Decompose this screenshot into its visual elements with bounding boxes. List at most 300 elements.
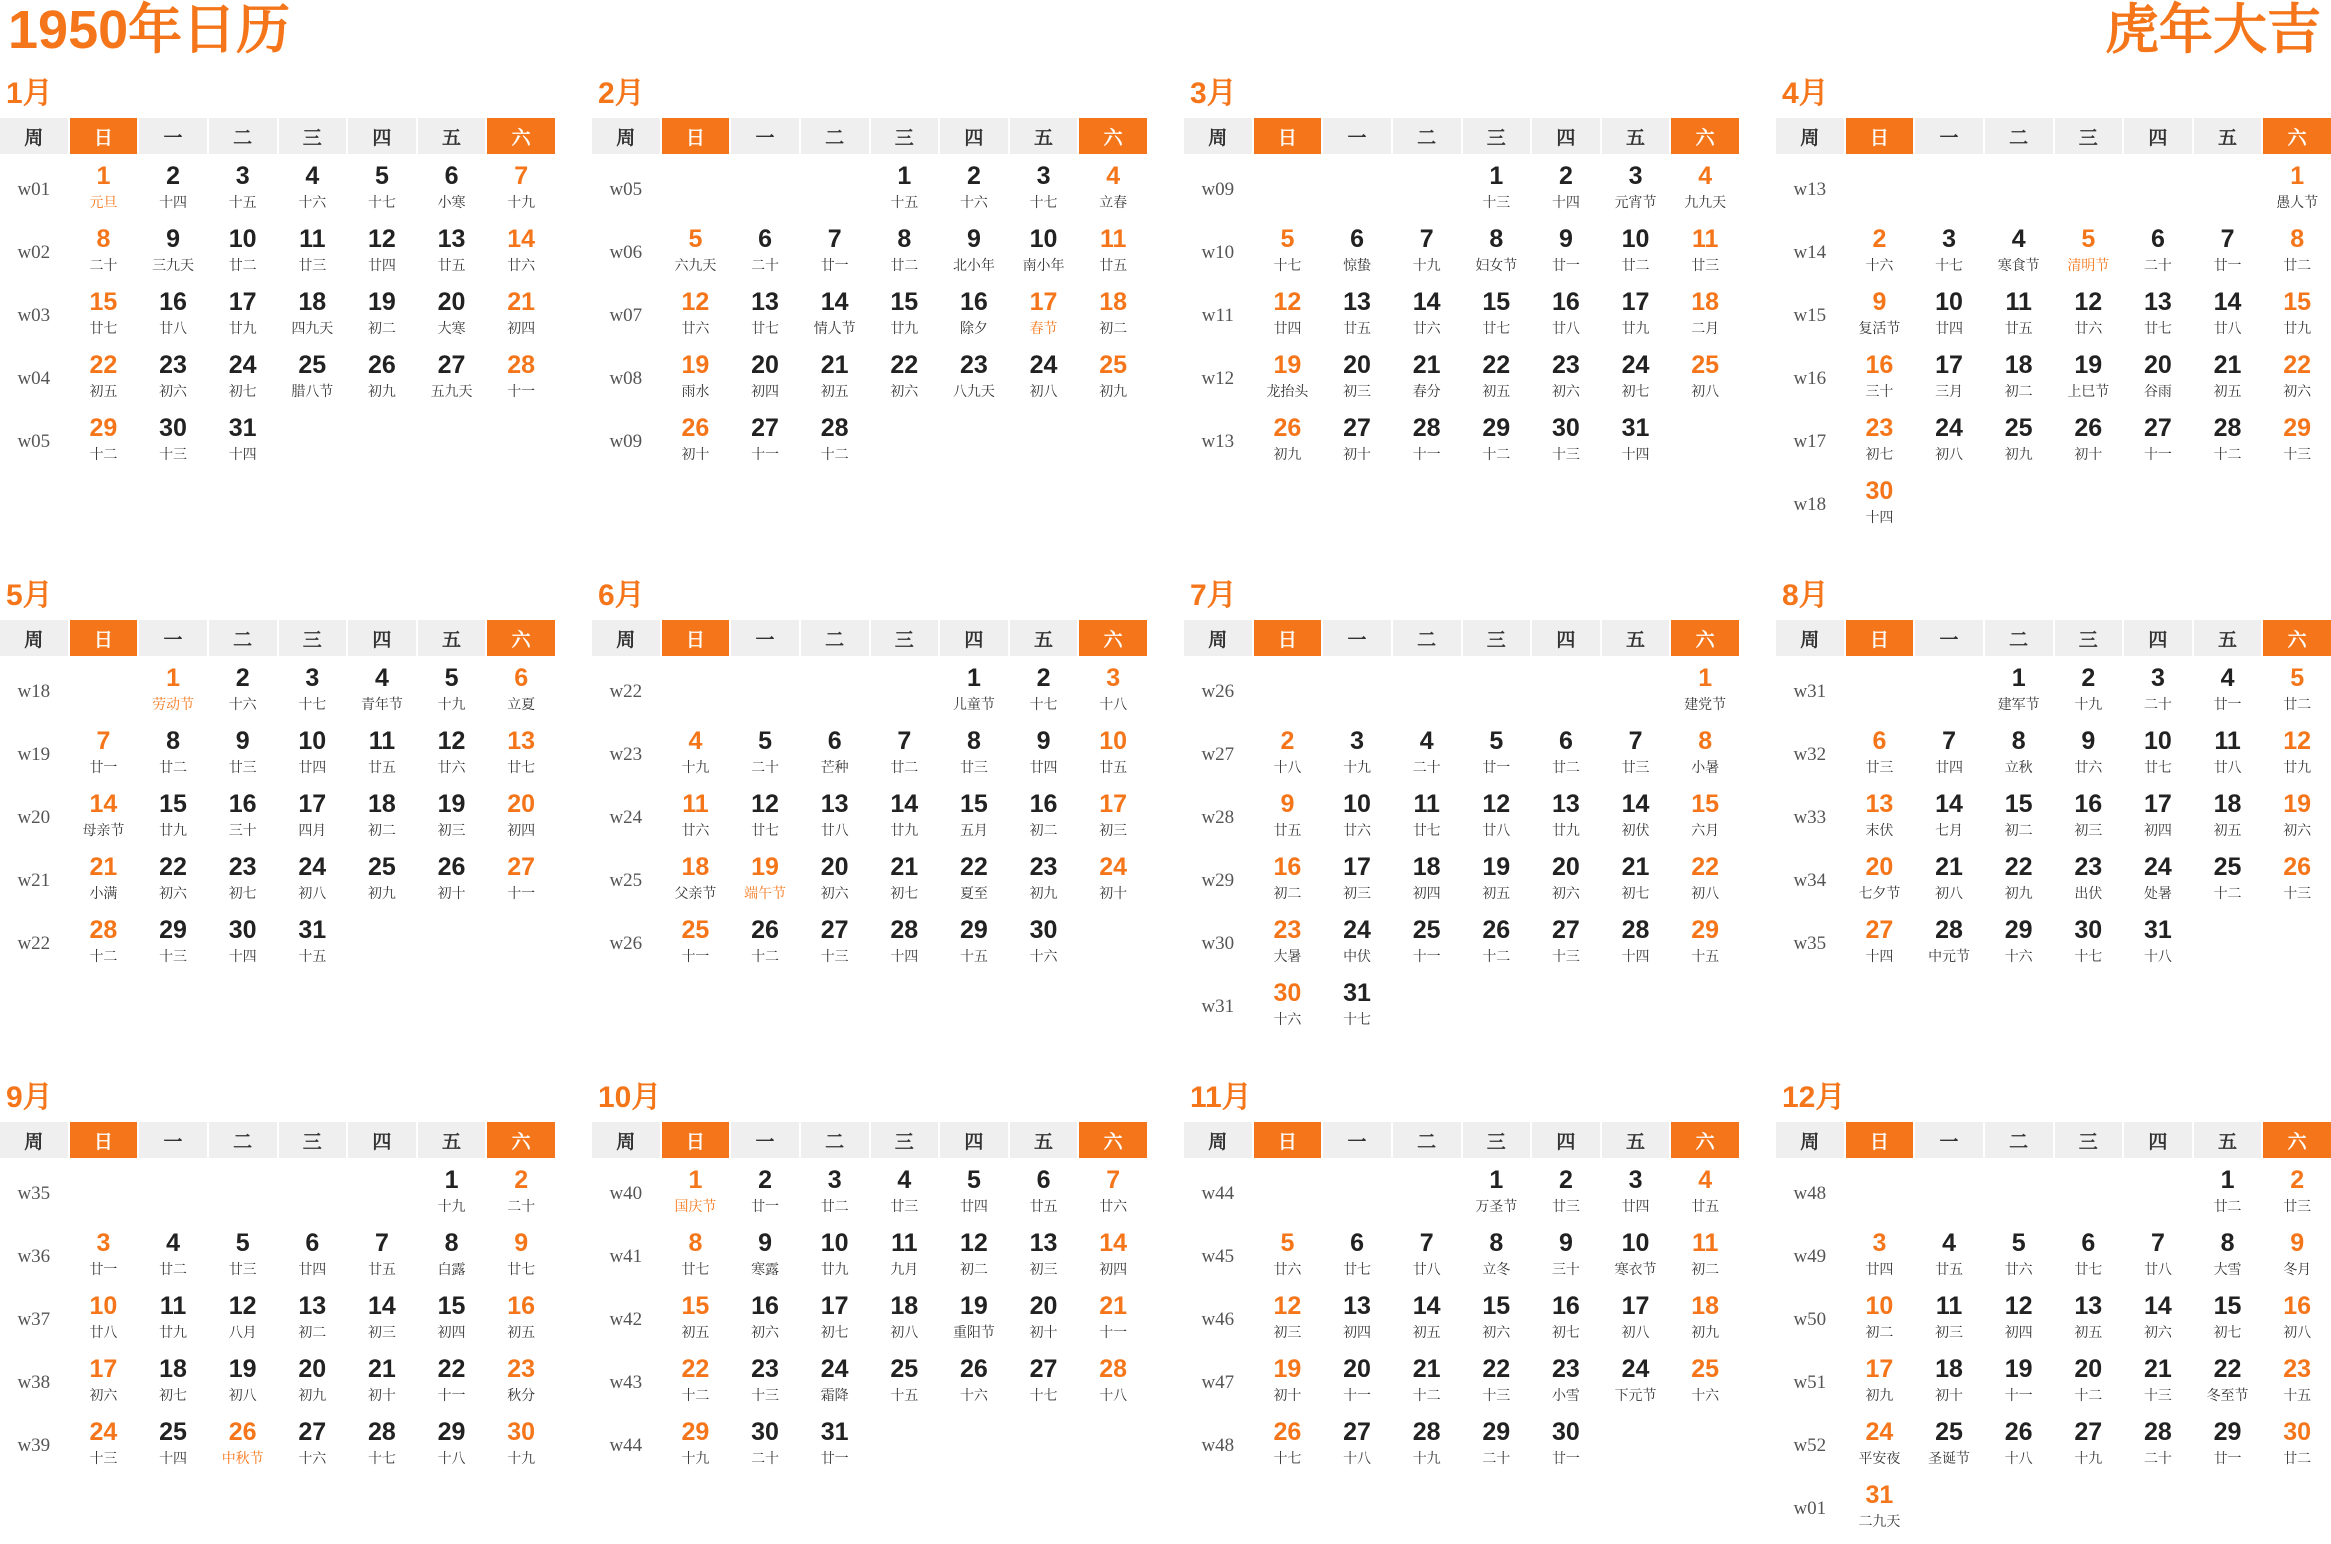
day-number: 15 — [960, 790, 988, 818]
day-number: 18 — [1412, 853, 1441, 881]
day-cell — [940, 284, 1008, 347]
day-number: 1 — [897, 162, 912, 190]
day-cell — [279, 786, 347, 849]
lunar-date: 雨水 — [681, 385, 710, 400]
day-number: 8 — [2220, 1229, 2235, 1257]
weekday-header-cell: 一 — [731, 1122, 799, 1158]
day-cell — [70, 723, 138, 786]
lunar-date: 十九 — [507, 1452, 536, 1467]
day-number: 12 — [681, 288, 710, 316]
day-cell — [1463, 849, 1531, 912]
week-row — [592, 347, 1147, 410]
day-cell — [662, 1414, 730, 1477]
day-cell — [2124, 347, 2192, 410]
lunar-date: 十九 — [1412, 1452, 1441, 1467]
day-cell — [1532, 912, 1600, 975]
day-number: 11 — [1099, 225, 1127, 253]
day-cell — [1079, 1351, 1147, 1414]
weekday-header-cell: 日 — [662, 118, 730, 154]
lunar-date: 初四 — [2004, 1326, 2033, 1341]
lunar-date: 廿六 — [681, 824, 710, 839]
day-number: 24 — [1865, 1418, 1894, 1446]
day-number: 11 — [368, 727, 396, 755]
day-number: 23 — [159, 351, 187, 379]
day-cell — [348, 347, 416, 410]
day-cell — [1846, 347, 1914, 410]
day-number: 27 — [437, 351, 466, 379]
weekday-header-cell: 五 — [418, 1122, 486, 1158]
day-number: 12 — [960, 1229, 988, 1257]
day-cell — [1079, 221, 1147, 284]
day-cell — [487, 1162, 555, 1225]
day-number: 4 — [688, 727, 703, 755]
day-cell — [1846, 849, 1914, 912]
lunar-date: 下元节 — [1614, 1389, 1657, 1404]
day-number: 19 — [2074, 351, 2103, 379]
day-number: 20 — [298, 1355, 327, 1383]
day-number: 22 — [1482, 351, 1511, 379]
day-number: 21 — [1412, 351, 1441, 379]
lunar-date: 十六 — [298, 196, 327, 211]
lunar-date: 十九 — [681, 761, 710, 776]
day-number: 28 — [1099, 1355, 1128, 1383]
day-cell — [418, 723, 486, 786]
weekday-header-cell: 三 — [1463, 620, 1531, 656]
lunar-date: 三十 — [1551, 1263, 1580, 1278]
month-block-7 — [1184, 576, 1739, 1042]
day-number: 8 — [1489, 1229, 1504, 1257]
weekday-header-cell: 一 — [1915, 118, 1983, 154]
empty-day-cell — [2263, 1477, 2331, 1540]
day-number: 27 — [820, 916, 849, 944]
day-number: 23 — [751, 1355, 779, 1383]
lunar-date: 廿六 — [507, 259, 536, 274]
day-cell — [1463, 1351, 1531, 1414]
day-number: 28 — [1935, 916, 1963, 944]
lunar-date: 初九 — [367, 887, 396, 902]
week-row — [0, 912, 555, 975]
day-number: 1 — [2220, 1166, 2235, 1194]
lunar-date: 廿八 — [2213, 322, 2242, 337]
day-cell — [1671, 786, 1739, 849]
weekday-header-cell: 四 — [348, 118, 416, 154]
day-cell — [279, 1225, 347, 1288]
lunar-date: 初六 — [2283, 824, 2312, 839]
day-cell — [2124, 1288, 2192, 1351]
lunar-date: 廿八 — [1412, 1263, 1441, 1278]
day-cell — [2124, 1225, 2192, 1288]
day-cell — [1323, 284, 1391, 347]
empty-day-cell — [139, 1162, 207, 1225]
week-number: w03 — [17, 304, 51, 326]
lunar-date: 初四 — [2143, 824, 2172, 839]
day-number: 13 — [1343, 1292, 1371, 1320]
day-number: 22 — [681, 1355, 710, 1383]
day-number: 14 — [368, 1292, 396, 1320]
day-number: 7 — [827, 225, 842, 253]
day-number: 21 — [89, 853, 118, 881]
lunar-date: 初二 — [1865, 1326, 1894, 1341]
day-cell — [279, 1414, 347, 1477]
week-column-header: 周 — [1184, 620, 1252, 656]
day-cell — [418, 1162, 486, 1225]
day-cell — [940, 849, 1008, 912]
day-number: 1 — [1698, 664, 1713, 692]
week-number: w42 — [609, 1308, 643, 1330]
lunar-date: 初五 — [89, 385, 118, 400]
day-number: 25 — [681, 916, 710, 944]
day-number: 13 — [1865, 790, 1894, 818]
lunar-date: 廿二 — [2283, 698, 2312, 713]
weekday-header-cell: 六 — [1671, 1122, 1739, 1158]
lunar-date: 霜降 — [820, 1389, 849, 1404]
weekday-header-cell: 一 — [1323, 620, 1391, 656]
month-title: 9月 — [6, 1081, 53, 1114]
lunar-date: 廿一 — [1551, 259, 1580, 274]
day-number: 1 — [1489, 162, 1504, 190]
day-number: 16 — [751, 1292, 779, 1320]
day-cell — [418, 284, 486, 347]
day-number: 3 — [1036, 162, 1051, 190]
day-cell — [1846, 786, 1914, 849]
day-number: 24 — [2144, 853, 2172, 881]
weekday-header-cell: 六 — [2263, 118, 2331, 154]
day-cell — [418, 1414, 486, 1477]
day-cell — [871, 1162, 939, 1225]
day-cell — [1846, 912, 1914, 975]
lunar-date: 二十 — [89, 259, 118, 274]
day-number: 7 — [2220, 225, 2235, 253]
day-number: 4 — [2011, 225, 2026, 253]
day-cell — [1602, 912, 1670, 975]
lunar-date: 初七 — [890, 887, 919, 902]
day-number: 2 — [235, 664, 250, 692]
week-number: w43 — [609, 1371, 643, 1393]
lunar-date: 初八 — [298, 887, 327, 902]
day-cell — [1985, 284, 2053, 347]
lunar-date: 三十 — [228, 824, 257, 839]
lunar-date: 十四 — [1865, 950, 1894, 965]
week-number: w35 — [1793, 932, 1827, 954]
day-cell — [1915, 912, 1983, 975]
day-number: 26 — [2283, 853, 2312, 881]
empty-day-cell — [1010, 1414, 1078, 1477]
empty-day-cell — [1079, 1414, 1147, 1477]
lunar-date: 初三 — [1343, 887, 1372, 902]
day-number: 8 — [2290, 225, 2305, 253]
lunar-date: 十七 — [298, 698, 327, 713]
day-cell — [871, 221, 939, 284]
day-cell — [1915, 1288, 1983, 1351]
day-number: 30 — [507, 1418, 536, 1446]
day-cell — [1254, 1351, 1322, 1414]
day-cell — [1915, 284, 1983, 347]
lunar-date: 廿五 — [1273, 824, 1302, 839]
week-row — [1776, 410, 2331, 473]
empty-day-cell — [2194, 1477, 2262, 1540]
day-number: 8 — [166, 727, 181, 755]
week-row — [1776, 660, 2331, 723]
day-number: 24 — [1343, 916, 1371, 944]
lunar-date: 二十 — [1482, 1452, 1511, 1467]
lunar-date: 龙抬头 — [1266, 385, 1309, 400]
lunar-date: 十五 — [1691, 950, 1720, 965]
lunar-date: 寒食节 — [1997, 259, 2040, 274]
lunar-date: 大寒 — [437, 322, 466, 337]
day-number: 9 — [2081, 727, 2096, 755]
day-number: 7 — [1628, 727, 1643, 755]
day-number: 14 — [89, 790, 118, 818]
day-cell — [1915, 1225, 1983, 1288]
day-cell — [2055, 1351, 2123, 1414]
lunar-date: 廿七 — [751, 322, 780, 337]
empty-day-cell — [871, 1414, 939, 1477]
lunar-date: 十一 — [437, 1389, 466, 1404]
lunar-date: 十二 — [89, 448, 118, 463]
weekday-header-cell: 二 — [1985, 1122, 2053, 1158]
day-cell — [2194, 1288, 2262, 1351]
day-cell — [801, 1414, 869, 1477]
day-number: 11 — [682, 790, 709, 818]
day-cell — [1463, 723, 1531, 786]
empty-day-cell — [1846, 158, 1914, 221]
day-cell — [487, 660, 555, 723]
day-cell — [1254, 1225, 1322, 1288]
day-number: 22 — [960, 853, 988, 881]
week-row — [0, 660, 555, 723]
day-number: 9 — [235, 727, 250, 755]
lunar-date: 十九 — [507, 196, 536, 211]
day-number: 2 — [2290, 1166, 2305, 1194]
week-number: w25 — [609, 869, 643, 891]
day-cell — [1602, 347, 1670, 410]
day-number: 21 — [2144, 1355, 2172, 1383]
day-number: 15 — [681, 1292, 710, 1320]
lunar-date: 廿八 — [1482, 824, 1511, 839]
weekday-header-cell: 三 — [871, 620, 939, 656]
empty-day-cell — [1532, 975, 1600, 1038]
lunar-date: 初四 — [1099, 1263, 1128, 1278]
week-row — [1776, 284, 2331, 347]
day-number: 30 — [751, 1418, 779, 1446]
day-number: 3 — [827, 1166, 842, 1194]
day-cell — [348, 1351, 416, 1414]
week-row — [1776, 1288, 2331, 1351]
lunar-date: 初十 — [1273, 1389, 1302, 1404]
day-cell — [139, 723, 207, 786]
day-number: 24 — [298, 853, 327, 881]
lunar-date: 初九 — [298, 1389, 327, 1404]
day-cell — [418, 1225, 486, 1288]
day-cell — [2055, 1288, 2123, 1351]
day-number: 20 — [1343, 1355, 1371, 1383]
day-number: 24 — [820, 1355, 849, 1383]
day-number: 16 — [1552, 288, 1580, 316]
week-row — [592, 410, 1147, 473]
day-number: 25 — [1691, 351, 1720, 379]
day-cell — [1846, 1414, 1914, 1477]
day-cell — [1463, 158, 1531, 221]
lunar-date: 十七 — [1273, 259, 1302, 274]
day-number: 18 — [298, 288, 327, 316]
day-number: 29 — [1482, 414, 1511, 442]
day-cell — [139, 1351, 207, 1414]
empty-day-cell — [2194, 912, 2262, 975]
lunar-date: 立冬 — [1482, 1263, 1511, 1278]
lunar-date: 十一 — [507, 385, 536, 400]
lunar-date: 廿四 — [959, 1200, 988, 1215]
lunar-date: 初六 — [1482, 1326, 1511, 1341]
empty-day-cell — [1463, 660, 1531, 723]
week-column-header: 周 — [0, 1122, 68, 1158]
day-number: 12 — [1482, 790, 1511, 818]
day-number: 9 — [1280, 790, 1295, 818]
day-cell — [1254, 221, 1322, 284]
weekday-header-cell: 二 — [801, 118, 869, 154]
day-number: 23 — [1029, 853, 1058, 881]
day-cell — [1671, 221, 1739, 284]
day-number: 28 — [368, 1418, 396, 1446]
day-number: 1 — [966, 664, 981, 692]
week-row — [0, 221, 555, 284]
day-cell — [1010, 723, 1078, 786]
day-number: 21 — [2213, 351, 2242, 379]
empty-day-cell — [2124, 158, 2192, 221]
lunar-date: 二十 — [507, 1200, 536, 1215]
week-row — [0, 1414, 555, 1477]
day-cell — [871, 158, 939, 221]
lunar-date: 大暑 — [1273, 950, 1302, 965]
day-cell — [731, 786, 799, 849]
day-number: 21 — [1412, 1355, 1441, 1383]
empty-day-cell — [209, 1162, 277, 1225]
week-row — [1184, 975, 1739, 1038]
empty-day-cell — [1671, 975, 1739, 1038]
week-rows — [592, 660, 1147, 975]
lunar-date: 上巳节 — [2067, 385, 2110, 400]
lunar-date: 初三 — [2074, 824, 2103, 839]
weekday-header-cell: 三 — [2055, 620, 2123, 656]
weekday-header — [1184, 620, 1739, 656]
empty-day-cell — [1985, 1162, 2053, 1225]
day-cell — [940, 723, 1008, 786]
day-cell — [139, 1414, 207, 1477]
day-cell — [1010, 284, 1078, 347]
day-cell — [209, 660, 277, 723]
lunar-date: 初二 — [1273, 887, 1302, 902]
day-cell — [1254, 410, 1322, 473]
day-cell — [871, 284, 939, 347]
day-number: 30 — [1865, 477, 1894, 505]
month-title: 1月 — [6, 77, 53, 110]
day-cell — [1323, 1225, 1391, 1288]
day-cell — [662, 786, 730, 849]
day-number: 1 — [96, 162, 111, 190]
day-cell — [2055, 723, 2123, 786]
day-number: 14 — [1412, 1292, 1441, 1320]
day-number: 19 — [368, 288, 396, 316]
week-number: w08 — [609, 367, 643, 389]
day-number: 17 — [1621, 1292, 1650, 1320]
day-cell — [2194, 347, 2262, 410]
empty-day-cell — [1846, 1162, 1914, 1225]
weekday-header — [1184, 118, 1739, 154]
day-number: 12 — [1273, 288, 1302, 316]
week-number: w39 — [17, 1434, 51, 1456]
week-number: w06 — [609, 241, 643, 263]
day-number: 23 — [1273, 916, 1302, 944]
empty-day-cell — [2124, 473, 2192, 536]
day-number: 10 — [298, 727, 327, 755]
holiday-label: 春节 — [1029, 322, 1058, 337]
day-number: 26 — [751, 916, 779, 944]
lunar-date: 二十 — [751, 259, 780, 274]
lunar-date: 十三 — [1482, 1389, 1511, 1404]
weekday-header-cell: 四 — [940, 1122, 1008, 1158]
day-cell — [2124, 1414, 2192, 1477]
lunar-date: 廿一 — [89, 761, 118, 776]
lunar-date: 廿七 — [2074, 1263, 2103, 1278]
weekday-header-cell: 一 — [1915, 1122, 1983, 1158]
lunar-date: 十九 — [437, 1200, 466, 1215]
lunar-date: 八九天 — [952, 385, 995, 400]
day-cell — [487, 284, 555, 347]
lunar-date: 初九 — [2004, 887, 2033, 902]
day-cell — [1985, 1414, 2053, 1477]
lunar-date: 母亲节 — [82, 824, 125, 839]
lunar-date: 九九天 — [1684, 196, 1727, 211]
lunar-date: 三月 — [1935, 385, 1964, 400]
day-number: 28 — [507, 351, 536, 379]
week-rows — [1776, 1162, 2331, 1540]
day-cell — [1532, 158, 1600, 221]
day-cell — [348, 849, 416, 912]
day-number: 6 — [1872, 727, 1887, 755]
week-column-header: 周 — [592, 620, 660, 656]
week-rows — [1184, 158, 1739, 473]
empty-day-cell — [1323, 1162, 1391, 1225]
day-cell — [871, 912, 939, 975]
lunar-date: 廿二 — [890, 259, 919, 274]
day-cell — [1079, 849, 1147, 912]
day-cell — [1323, 1288, 1391, 1351]
empty-day-cell — [487, 410, 555, 473]
day-number: 25 — [1691, 1355, 1720, 1383]
lunar-date: 十三 — [2283, 448, 2312, 463]
day-number: 24 — [1029, 351, 1058, 379]
month-block-5 — [0, 576, 555, 1042]
day-cell — [940, 1162, 1008, 1225]
lunar-date: 初二 — [1099, 322, 1128, 337]
weekday-header — [1776, 620, 2331, 656]
day-number: 29 — [2213, 1418, 2242, 1446]
lunar-date: 九月 — [890, 1263, 919, 1278]
day-cell — [1393, 912, 1461, 975]
week-row — [1184, 410, 1739, 473]
lunar-date: 十六 — [298, 1452, 327, 1467]
day-cell — [731, 1162, 799, 1225]
day-number: 30 — [1552, 414, 1580, 442]
weekday-header-cell: 日 — [70, 620, 138, 656]
empty-day-cell — [348, 912, 416, 975]
lunar-date: 十五 — [298, 950, 327, 965]
day-number: 26 — [1273, 414, 1302, 442]
lunar-date: 廿三 — [2283, 1200, 2312, 1215]
day-number: 4 — [1106, 162, 1121, 190]
day-number: 16 — [1865, 351, 1894, 379]
day-number: 24 — [1935, 414, 1963, 442]
month-title: 6月 — [598, 579, 645, 612]
